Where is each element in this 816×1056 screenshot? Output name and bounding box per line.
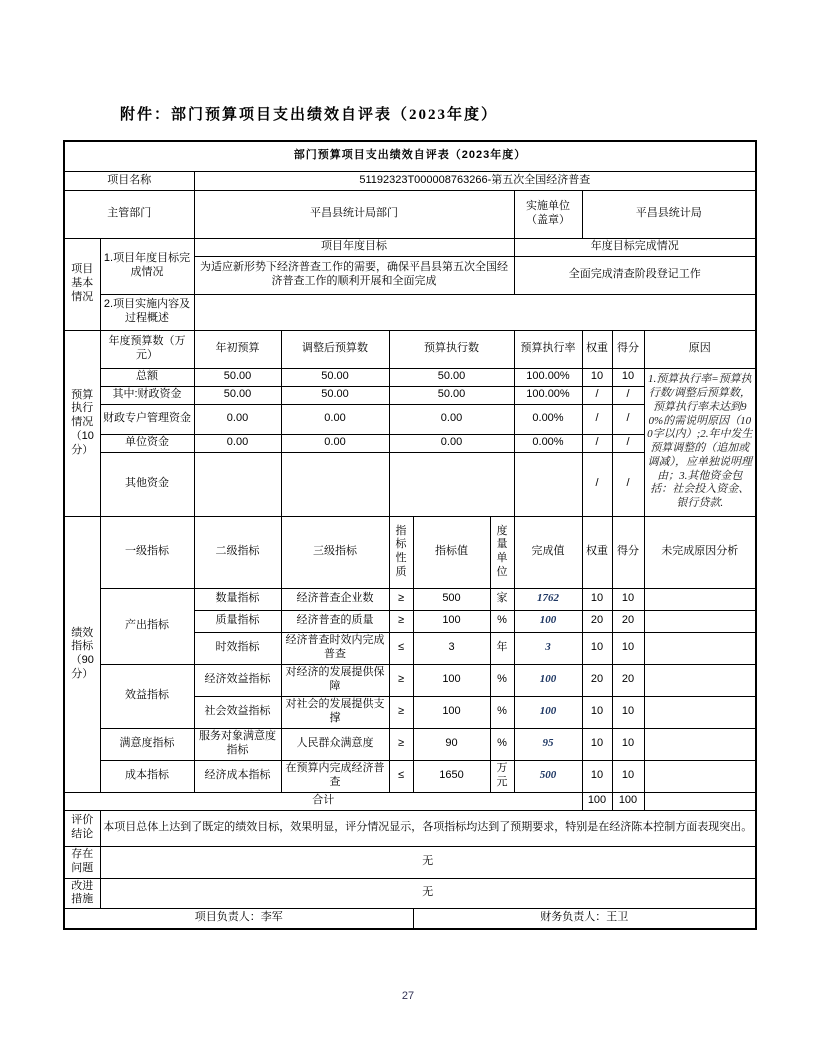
ind-lvl2: 经济成本指标 [194,760,281,792]
budget-weight: / [582,434,612,452]
ind-lvl3: 经济普查企业数 [281,588,389,610]
budget-initial: 50.00 [194,368,281,386]
ind-nature: ≥ [389,610,413,632]
conclusion-text: 本项目总体上达到了既定的绩效目标，效果明显，评分情况显示，各项指标均达到了预期要求，特别是在经济陈本控制方面表现突出。 [100,810,756,846]
ind-header-target: 指标值 [413,516,490,588]
ind-unit: % [490,696,514,728]
budget-weight: / [582,404,612,434]
ind-header-actual: 完成值 [514,516,582,588]
budget-row-label: 单位资金 [100,434,194,452]
budget-executed: 50.00 [389,386,514,404]
ind-nature: ≥ [389,664,413,696]
ind-analysis [644,664,756,696]
budget-header-rowlabel: 年度预算数（万元） [100,330,194,368]
ind-lvl3: 对经济的发展提供保障 [281,664,389,696]
budget-rate: 0.00% [514,404,582,434]
ind-weight: 20 [582,664,612,696]
ind-weight: 10 [582,588,612,610]
ind-actual: 100 [514,664,582,696]
total-score: 100 [612,792,644,810]
budget-score: / [612,404,644,434]
problems-text: 无 [100,846,756,878]
impl-unit-value: 平昌县统计局 [582,190,756,238]
ind-header-unit: 度量单位 [490,516,514,588]
ind-analysis [644,610,756,632]
ind-header-lvl1: 一级指标 [100,516,194,588]
ind-group-satisfaction: 满意度指标 [100,728,194,760]
budget-score: / [612,386,644,404]
budget-row-label: 财政专户管理资金 [100,404,194,434]
ind-group-cost: 成本指标 [100,760,194,792]
ind-score: 10 [612,760,644,792]
project-lead-signature: 项目负责人：李军 [64,909,413,929]
budget-rate: 0.00% [514,434,582,452]
ind-lvl2: 社会效益指标 [194,696,281,728]
ind-nature: ≥ [389,696,413,728]
budget-adjusted: 0.00 [281,404,389,434]
ind-lvl3: 人民群众满意度 [281,728,389,760]
ind-lvl2: 质量指标 [194,610,281,632]
ind-unit: % [490,664,514,696]
ind-score: 10 [612,728,644,760]
ind-nature: ≤ [389,632,413,664]
ind-unit: 万元 [490,760,514,792]
project-name-label: 项目名称 [64,171,194,190]
basic-item2-label: 2.项目实施内容及过程概述 [100,294,194,330]
attachment-heading: 附件：部门预算项目支出绩效自评表（2023年度） [120,107,499,123]
ind-target: 100 [413,664,490,696]
budget-header-score: 得分 [612,330,644,368]
self-evaluation-table [63,140,757,930]
ind-analysis [644,588,756,610]
total-weight: 100 [582,792,612,810]
ind-lvl3: 经济普查时效内完成普查 [281,632,389,664]
section-basic-label: 项目基本情况 [64,238,100,330]
table-title: 部门预算项目支出绩效自评表（2023年度） [64,141,756,171]
ind-analysis [644,632,756,664]
ind-weight: 20 [582,610,612,632]
ind-score: 10 [612,632,644,664]
ind-target: 500 [413,588,490,610]
total-row [64,792,756,810]
ind-score: 20 [612,664,644,696]
budget-header-rate: 预算执行率 [514,330,582,368]
budget-initial [194,452,281,516]
impl-unit-label: 实施单位 （盖章） [514,190,582,238]
ind-target: 100 [413,696,490,728]
ind-unit: % [490,610,514,632]
ind-actual: 500 [514,760,582,792]
ind-nature: ≥ [389,588,413,610]
ind-header-lvl2: 二级指标 [194,516,281,588]
ind-analysis [644,696,756,728]
ind-target: 3 [413,632,490,664]
indicator-row-cost [64,760,756,792]
section-indicators-label: 绩效指标（90分） [64,516,100,792]
ind-unit: 年 [490,632,514,664]
budget-adjusted: 0.00 [281,434,389,452]
dept-label: 主管部门 [64,190,194,238]
total-label: 合计 [64,792,582,810]
ind-weight: 10 [582,632,612,664]
total-analysis [644,792,756,810]
budget-header-reason: 原因 [644,330,756,368]
ind-lvl2: 服务对象满意度指标 [194,728,281,760]
dept-value: 平昌县统计局部门 [194,190,514,238]
ind-weight: 10 [582,728,612,760]
ind-group-output: 产出指标 [100,588,194,664]
budget-rate: 100.00% [514,386,582,404]
budget-adjusted [281,452,389,516]
ind-header-analysis: 未完成原因分析 [644,516,756,588]
budget-score: / [612,452,644,516]
budget-initial: 0.00 [194,434,281,452]
budget-score: 10 [612,368,644,386]
ind-weight: 10 [582,696,612,728]
budget-reason-note: 1.预算执行率=预算执行数/调整后预算数，预算执行率未达到90%的需说明原因（100字以内）;2.年中发生预算调整的（追加或调减），应单独说明理由；3.其他资金包括：社会投入资金、银行贷款. [644,368,756,516]
ind-lvl2: 数量指标 [194,588,281,610]
ind-score: 10 [612,588,644,610]
budget-weight: / [582,452,612,516]
conclusion-label: 评价结论 [64,810,100,846]
ind-lvl3: 对社会的发展提供支撑 [281,696,389,728]
budget-weight: / [582,386,612,404]
project-name-value: 51192323T000008763266-第五次全国经济普查 [194,171,756,190]
budget-weight: 10 [582,368,612,386]
ind-target: 90 [413,728,490,760]
budget-executed: 50.00 [389,368,514,386]
budget-rate: 100.00% [514,368,582,386]
goal-done-text: 全面完成清查阶段登记工作 [514,256,756,294]
indicator-row-satisfaction [64,728,756,760]
ind-analysis [644,728,756,760]
budget-row-total [64,368,756,386]
ind-header-weight: 权重 [582,516,612,588]
ind-actual: 100 [514,696,582,728]
ind-header-lvl3: 三级指标 [281,516,389,588]
ind-actual: 95 [514,728,582,760]
improvements-text: 无 [100,878,756,909]
ind-header-score: 得分 [612,516,644,588]
ind-actual: 100 [514,610,582,632]
ind-target: 1650 [413,760,490,792]
ind-target: 100 [413,610,490,632]
goal-header: 项目年度目标 [194,238,514,256]
page-number: 27 [401,990,415,1002]
basic-item2-value [194,294,756,330]
section-budget-label: 预算执行情况（10分） [64,330,100,516]
ind-unit: % [490,728,514,760]
budget-adjusted: 50.00 [281,386,389,404]
goal-done-header: 年度目标完成情况 [514,238,756,256]
ind-nature: ≥ [389,728,413,760]
ind-score: 20 [612,610,644,632]
ind-score: 10 [612,696,644,728]
budget-executed: 0.00 [389,404,514,434]
ind-lvl2: 时效指标 [194,632,281,664]
finance-lead-signature: 财务负责人：王卫 [413,909,756,929]
problems-label: 存在问题 [64,846,100,878]
budget-header-executed: 预算执行数 [389,330,514,368]
budget-row-label: 其他资金 [100,452,194,516]
ind-lvl3: 在预算内完成经济普查 [281,760,389,792]
budget-row-label: 总额 [100,368,194,386]
goal-text: 为适应新形势下经济普查工作的需要，确保平昌县第五次全国经济普查工作的顺利开展和全面完成 [194,256,514,294]
ind-nature: ≤ [389,760,413,792]
budget-executed: 0.00 [389,434,514,452]
ind-analysis [644,760,756,792]
budget-row-label: 其中:财政资金 [100,386,194,404]
ind-header-nature: 指标性质 [389,516,413,588]
budget-header-initial: 年初预算 [194,330,281,368]
ind-unit: 家 [490,588,514,610]
budget-initial: 0.00 [194,404,281,434]
ind-actual: 3 [514,632,582,664]
budget-adjusted: 50.00 [281,368,389,386]
ind-lvl2: 经济效益指标 [194,664,281,696]
ind-group-benefit: 效益指标 [100,664,194,728]
budget-executed [389,452,514,516]
budget-rate [514,452,582,516]
ind-weight: 10 [582,760,612,792]
budget-header-adjusted: 调整后预算数 [281,330,389,368]
basic-item1-label: 1.项目年度目标完成情况 [100,238,194,294]
ind-actual: 1762 [514,588,582,610]
budget-initial: 50.00 [194,386,281,404]
indicator-row-quantity [64,588,756,610]
improvements-label: 改进措施 [64,878,100,909]
indicator-row-economic-benefit [64,664,756,696]
ind-lvl3: 经济普查的质量 [281,610,389,632]
budget-header-weight: 权重 [582,330,612,368]
budget-score: / [612,434,644,452]
